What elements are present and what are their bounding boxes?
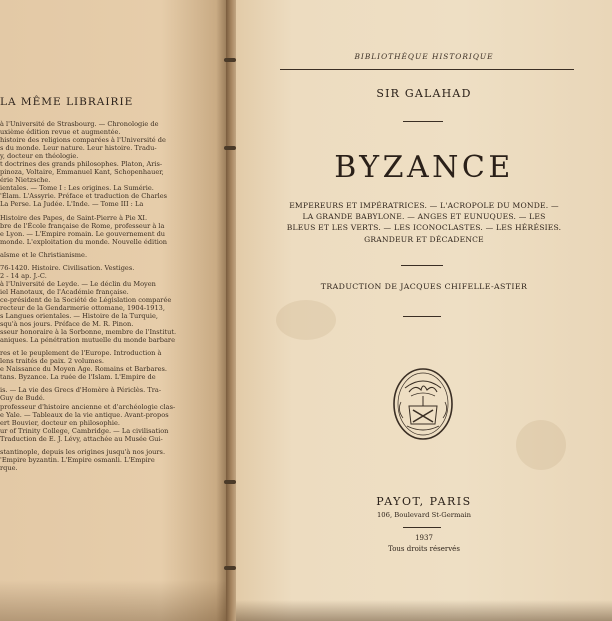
catalog-line: tans. Byzance. La ruée de l'Islam. L'Empire de (0, 373, 156, 382)
catalog-line: rque. (0, 463, 18, 472)
series-name: BIBLIOTHÈQUE HISTORIQUE (354, 52, 494, 61)
author-name: SIR GALAHAD (376, 87, 472, 100)
catalog-line: e Lyon. — L'Empire romain. Le gouvernement du (0, 229, 166, 238)
publication-year: 1937 (415, 534, 433, 542)
catalog-line: uxième édition revue et augmentée. (0, 128, 121, 137)
rights-notice: Tous droits réservés (388, 545, 460, 553)
catalog-line: s Langues orientales. — Histoire de la Turquie, (0, 312, 158, 321)
catalog-line: Histoire des Papes, de Saint-Pierre à Pie XI. (0, 213, 148, 222)
catalog-line: recteur de la Gendarmerie ottomane, 1904-1913, (0, 303, 165, 312)
divider-rule (403, 316, 441, 317)
left-page (0, 0, 230, 621)
divider-rule (403, 527, 441, 528)
catalog-line: 2 - 14 ap. J.-C. (0, 271, 47, 280)
catalog-line: ientales. — Tome I : Les origines. La Sumérie. (0, 184, 154, 193)
catalog-line: professeur d'histoire ancienne et d'archéologie clas- (0, 402, 176, 411)
catalog-line: ur of Trinity College, Cambridge. — La civilisation (0, 426, 169, 435)
binding-stitch (224, 146, 236, 150)
book-subtitle (248, 200, 600, 245)
publisher-emblem-icon (391, 366, 455, 442)
catalog-line: 76-1420. Histoire. Civilisation. Vestiges. (0, 263, 135, 272)
publisher-address: 106, Boulevard St-Germain (376, 511, 472, 519)
subtitle-line: GRANDEUR ET DÉCADENCE (364, 234, 484, 244)
binding-stitch (224, 480, 236, 484)
translator-credit: TRADUCTION DE JACQUES CHIFELLE-ASTIER (320, 282, 528, 291)
left-page-heading: LA MÊME LIBRAIRIE (0, 96, 134, 108)
subtitle-line: EMPEREURS ET IMPÉRATRICES. — L'ACROPOLE DU MONDE. — (289, 201, 559, 210)
catalog-line: bre de l'École française de Rome, professeur à la (0, 221, 165, 230)
catalog-line: squ'à nos jours. Préface de M. R. Pinon. (0, 320, 134, 329)
catalog-line: e Yale. — Tableaux de la vie antique. Avant-propos (0, 410, 169, 419)
catalog-line: lens traités de paix. 2 volumes. (0, 357, 104, 366)
catalog-line: érie Nietzsche. (0, 176, 51, 185)
divider-rule (403, 121, 443, 122)
catalog-line: stantinople, depuis les origines jusqu'à nos jours. (0, 447, 166, 456)
top-rule (280, 69, 574, 70)
binding-stitch (224, 566, 236, 570)
subtitle-line: LA GRANDE BABYLONE. — ANGES ET EUNUQUES. — LES (302, 212, 546, 222)
catalog-line: La Perse. La Judée. L'Inde. — Tome III : La (0, 200, 144, 209)
catalog-line: s du monde. Leur nature. Leur histoire. Tradu- (0, 144, 157, 153)
catalog-line: sseur honoraire à la Sorbonne, membre de l'Institut. (0, 328, 177, 337)
title-page (236, 0, 612, 621)
catalog-line: is. — La vie des Grecs d'Homère à Périclès. Tra- (0, 386, 162, 395)
binding-stitch (224, 58, 236, 62)
catalog-line: y, docteur en théologie. (0, 152, 79, 161)
catalog-line: 'Élam. L'Assyrie. Préface et traduction de Charles (0, 192, 168, 201)
catalog-line: pinoza, Voltaire, Emmanuel Kant, Schopenhauer, (0, 168, 164, 177)
catalog-line: Traduction de E. J. Lévy, attachée au Musée Gui- (0, 434, 163, 443)
catalog-line: à l'Université de Leyde. — Le déclin du Moyen (0, 279, 156, 288)
book-title: BYZANCE (334, 150, 514, 185)
left-page-catalog-list (0, 120, 222, 472)
catalog-line: ert Bouvier, docteur en philosophie. (0, 418, 120, 427)
catalog-line: monde. L'exploitation du monde. Nouvelle édition (0, 237, 168, 246)
catalog-line: e Naissance du Moyen Age. Romains et Barbares. (0, 365, 167, 374)
catalog-line: ce-président de la Société de Législation comparée (0, 295, 172, 304)
catalog-line: 'Empire byzantin. L'Empire osmanli. L'Empire (0, 455, 155, 464)
catalog-line: res et le peuplement de l'Europe. Introduction à (0, 349, 162, 358)
divider-rule (401, 265, 443, 266)
catalog-line: aïsme et le Christianisme. (0, 250, 88, 259)
catalog-line: aniques. La pénétration mutuelle du monde barbare (0, 336, 175, 345)
publisher-name: PAYOT, PARIS (376, 495, 472, 508)
catalog-line: à l'Université de Strasbourg. — Chronologie de (0, 120, 159, 128)
catalog-line: histoire des religions comparées à l'Université de (0, 136, 166, 145)
catalog-line: t doctrines des grands philosophes. Platon, Aris- (0, 160, 163, 169)
subtitle-line: BLEUS ET LES VERTS. — LES ICONOCLASTES. — LES HÉRÉSIES. (286, 223, 562, 233)
catalog-line: iel Hanotaux, de l'Académie française. (0, 287, 129, 296)
catalog-line: Guy de Budé. (0, 394, 45, 403)
